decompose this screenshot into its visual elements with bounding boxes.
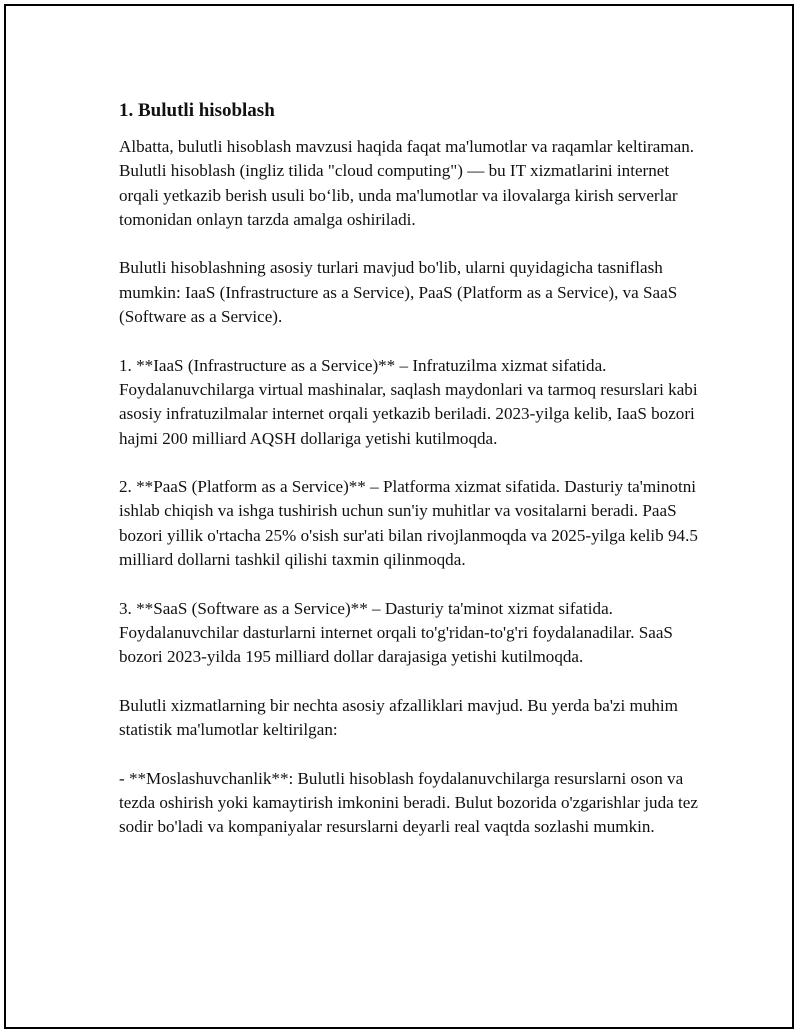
paragraph-types: Bulutli hisoblashning asosiy turlari mavjud bo'lib, ularni quyidagicha tasniflash mumkin: IaaS (Infrastructure as a Service), PaaS (Platform as a Service), va SaaS (Software as a Service). (119, 258, 678, 327)
paragraph-saas: 3. **SaaS (Software as a Service)** – Dasturiy ta'minot xizmat sifatida. Foydalanuvchilar dasturlarni internet orqali to'g'ridan-to'g'ri foydalanadilar. SaaS bozori 2023-yilda 195 milliard dollar darajasiga yetishi kutilmoqda. (119, 598, 673, 667)
paragraph-paas: 2. **PaaS (Platform as a Service)** – Platforma xizmat sifatida. Dasturiy ta'minotni ishlab chiqish va ishga tushirish uchun sun'iy muhitlar va vositalarni beradi. PaaS bozori yillik o'rtacha 25% o'sish sur'ati bilan rivojlanmoqda va 2025-yilga kelib 94.5 milliard dollarni tashkil qilishi taxmin qilinmoqda. (119, 477, 698, 570)
document-page (4, 4, 794, 1029)
document-body (119, 99, 704, 864)
paragraph-iaas: 1. **IaaS (Infrastructure as a Service)** – Infratuzilma xizmat sifatida. Foydalanuvchilarga virtual mashinalar, saqlash maydonlari va tarmoq resurslari kabi asosiy infratuzilmalar internet orqali yetkazib beriladi. 2023-yilga kelib, IaaS bozori hajmi 200 milliard AQSH dollariga yetishi kutilmoqda. (119, 355, 698, 448)
section-heading: 1. Bulutli hisoblash (119, 100, 275, 121)
paragraph-intro: Albatta, bulutli hisoblash mavzusi haqida faqat ma'lumotlar va raqamlar keltiraman. Bulutli hisoblash (ingliz tilida "cloud computing") — bu IT xizmatlarini internet orqali yetkazib berish usuli bo‘lib, unda ma'lumotlar va ilovalarga kirish serverlar tomonidan onlayn tarzda amalga oshiriladi. (119, 137, 695, 229)
paragraph-advantages: Bulutli xizmatlarning bir nechta asosiy afzalliklari mavjud. Bu yerda ba'zi muhim statistik ma'lumotlar keltirilgan: (119, 695, 678, 740)
paragraph-flexibility: - **Moslashuvchanlik**: Bulutli hisoblash foydalanuvchilarga resurslarni oson va tezda oshirish yoki kamaytirish imkonini beradi. Bulut bozorida o'zgarishlar juda tez sodir bo'ladi va kompaniyalar resurslarni deyarli real vaqtda sozlashi mumkin. (119, 768, 698, 837)
